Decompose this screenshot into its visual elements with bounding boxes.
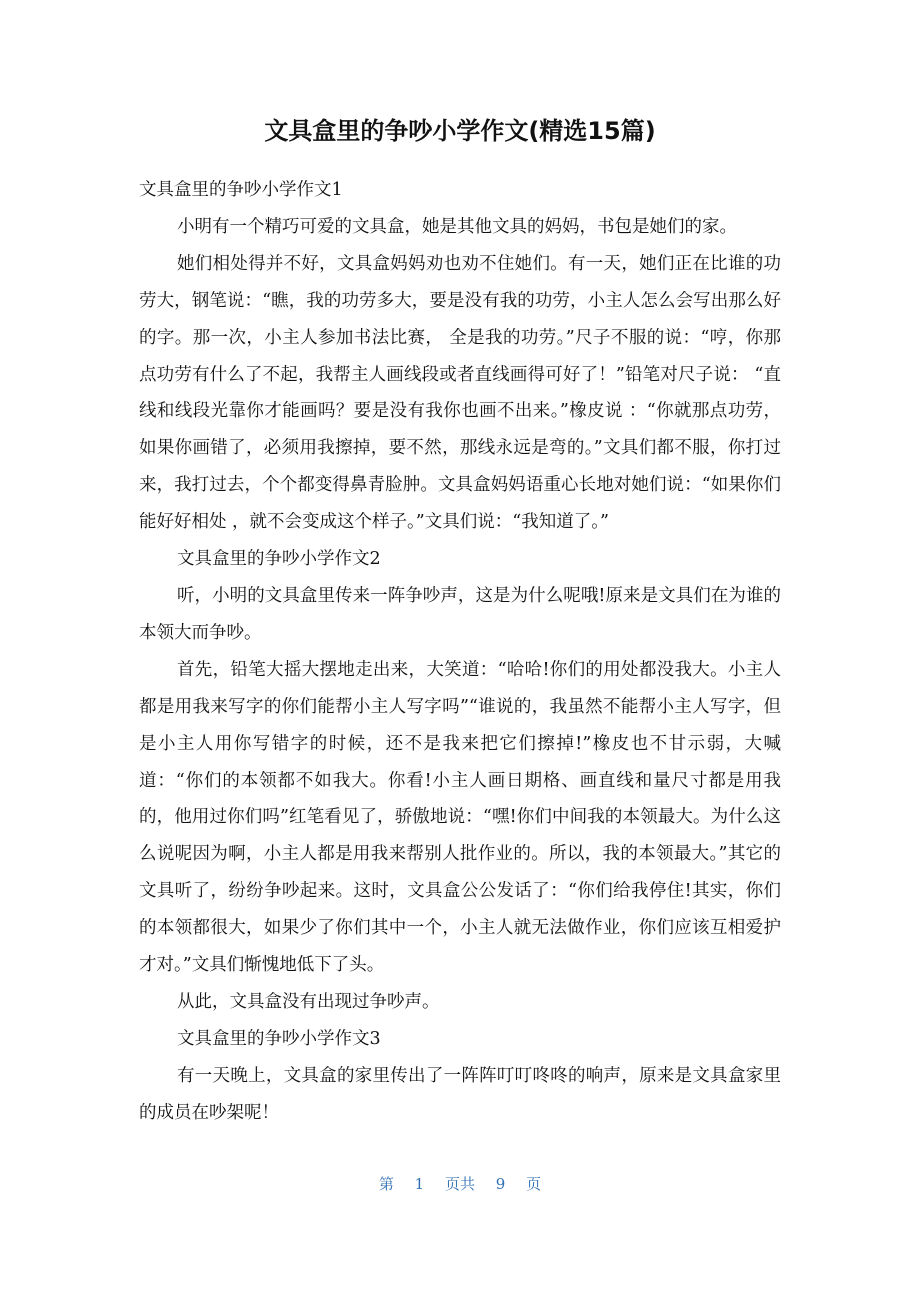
paragraph: 小明有一个精巧可爱的文具盒，她是其他文具的妈妈，书包是她们的家。 <box>177 216 737 237</box>
paragraph: 从此，文具盒没有出现过争吵声。 <box>177 991 440 1012</box>
paragraph: 文具盒里的争吵小学作文2 <box>177 549 381 570</box>
footer-page-word: 第 <box>378 1175 394 1193</box>
document-title: 文具盒里的争吵小学作文(精选15篇) <box>264 117 656 145</box>
document-body <box>139 172 781 1132</box>
paragraph: 她们相处得并不好，文具盒妈妈劝也劝不住她们。有一天，她们正在比谁的功劳大，钢笔说：“瞧，我的功劳多大，要是没有我的功劳，小主人怎么会写出那么好的字。那一次，小主人参加书法比赛， 全是我的功劳。”尺子不服的说：“哼，你那点功劳有什么了不起，我帮主人画线段或者直线画得可好了！”铅笔对尺子说： “直线和线段光靠你才能画吗？要是没有我你也画不出来。”橡皮说 ：“你就那点功劳，如果你画错了，必须用我擦掉，要不然，那线永远是弯的。”文具们都不服，你打过来，我打过去，个个都变得鼻青脸肿。文具盒妈妈语重心长地对她们说：“如果你们能好好相处 ，就不会变成这个样子。”文具们说：“我知道了。” <box>139 253 782 533</box>
page-footer <box>0 1173 920 1195</box>
footer-total-word: 页共 <box>444 1175 475 1193</box>
footer-page-suffix: 页 <box>526 1175 542 1193</box>
paragraph: 文具盒里的争吵小学作文3 <box>177 1028 381 1049</box>
paragraph: 有一天晚上，文具盒的家里传出了一阵阵叮叮咚咚的响声，原来是文具盒家里的成员在吵架呢！ <box>139 1065 781 1123</box>
paragraph: 听，小明的文具盒里传来一阵争吵声，这是为什么呢哦!原来是文具们在为谁的本领大而争吵。 <box>139 585 781 643</box>
footer-current-page: 1 <box>414 1175 425 1193</box>
paragraph: 首先，铅笔大摇大摆地走出来，大笑道：“哈哈!你们的用处都没我大。小主人都是用我来写字的你们能帮小主人写字吗”“谁说的，我虽然不能帮小主人写字，但是小主人用你写错字的时候，还不是我来把它们擦掉!”橡皮也不甘示弱，大喊道：“你们的本领都不如我大。你看!小主人画日期格、画直线和量尺寸都是用我的，他用过你们吗”红笔看见了，骄傲地说：“嘿!你们中间我的本领最大。为什么这么说呢因为啊，小主人都是用我来帮别人批作业的。所以，我的本领最大。”其它的文具听了，纷纷争吵起来。这时，文具盒公公发话了：“你们给我停住!其实，你们的本领都很大，如果少了你们其中一个，小主人就无法做作业，你们应该互相爱护才对。”文具们惭愧地低下了头。 <box>139 659 781 976</box>
paragraph: 文具盒里的争吵小学作文1 <box>139 180 343 200</box>
footer-total-pages: 9 <box>495 1175 506 1193</box>
